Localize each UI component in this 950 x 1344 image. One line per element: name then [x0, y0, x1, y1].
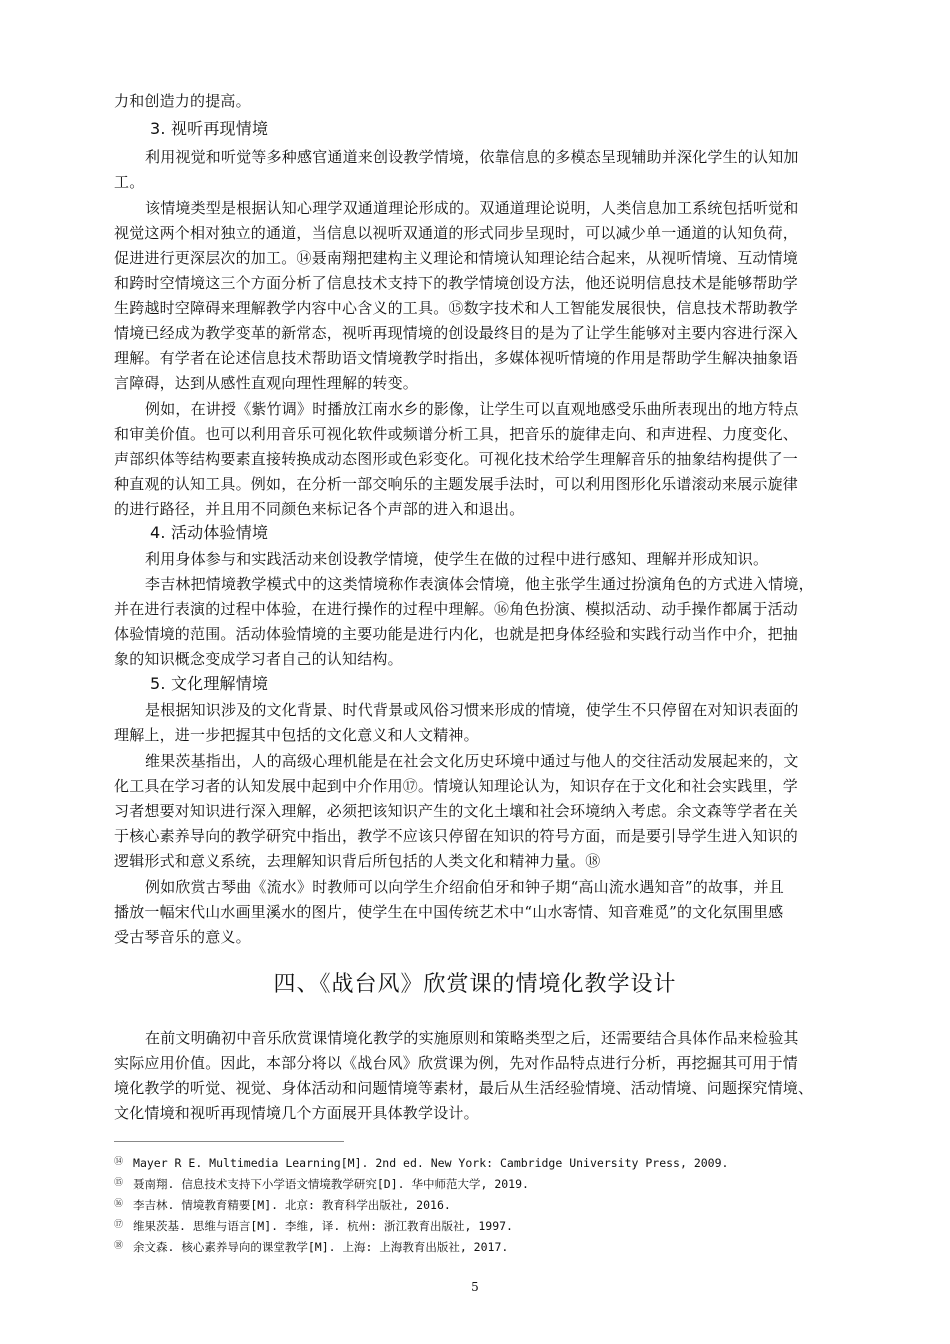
footnote-mark: ⑮	[114, 1178, 124, 1188]
paragraph-line: 种直观的认知工具。例如，在分析一部交响乐的主题发展手法时，可以利用图形化乐谱滚动来展示旋律	[114, 475, 799, 493]
paragraph-line: 逻辑形式和意义系统，去理解知识背后所包括的人类文化和精神力量。⑱	[114, 852, 601, 870]
paragraph-line: 在前文明确初中音乐欣赏课情境化教学的实施原则和策略类型之后，还需要结合具体作品来检验其	[145, 1029, 799, 1047]
paragraph-line: 境化教学的听觉、视觉、身体活动和问题情境等素材，最后从生活经验情境、活动情境、问题探究情境、	[114, 1079, 814, 1097]
paragraph-line: 实际应用价值。因此，本部分将以《战台风》欣赏课为例，先对作品特点进行分析，再挖掘其可用于情	[114, 1054, 799, 1072]
paragraph-line: 体验情境的范围。活动体验情境的主要功能是进行内化，也就是把身体经验和实践行动当作中介，把抽	[114, 625, 799, 643]
footnote	[114, 1238, 508, 1255]
paragraph-line: 是根据知识涉及的文化背景、时代背景或风俗习惯来形成的情境，使学生不只停留在对知识表面的	[145, 701, 799, 719]
footnote-divider	[114, 1141, 344, 1142]
paragraph-line: 声部织体等结构要素直接转换成动态图形或色彩变化。可视化技术给学生理解音乐的抽象结构提供了一	[114, 450, 799, 468]
paragraph-line: 化工具在学习者的认知发展中起到中介作用⑰。情境认知理论认为，知识存在于文化和社会实践里，学	[114, 777, 799, 795]
footnote-text: 聂南翔. 信息技术支持下小学语文情境教学研究[D]. 华中师范大学, 2019.	[133, 1177, 529, 1191]
footnote-mark: ⑯	[114, 1199, 124, 1209]
section-heading-culture: 5. 文化理解情境	[150, 674, 269, 693]
paragraph-line: 该情境类型是根据认知心理学双通道理论形成的。双通道理论说明，人类信息加工系统包括听觉和	[145, 199, 799, 217]
footnote	[114, 1154, 728, 1171]
paragraph-line: 力和创造力的提高。	[114, 92, 251, 110]
paragraph-line: 理解上，进一步把握其中包括的文化意义和人文精神。	[114, 726, 479, 744]
paragraph-line: 言障碍，达到从感性直观向理性理解的转变。	[114, 374, 419, 392]
footnote	[114, 1196, 451, 1213]
footnote-text: 维果茨基. 思维与语言[M]. 李维, 译. 杭州: 浙江教育出版社, 1997.	[133, 1219, 513, 1233]
paragraph-line: 生跨越时空障碍来理解教学内容中心含义的工具。⑮数字技术和人工智能发展很快，信息技术帮助教学	[114, 299, 799, 317]
paragraph-line: 的进行路径，并且用不同颜色来标记各个声部的进入和退出。	[114, 500, 525, 518]
paragraph-line: 理解。有学者在论述信息技术帮助语文情境教学时指出，多媒体视听情境的作用是帮助学生解决抽象语	[114, 349, 799, 367]
page-number: 5	[471, 1280, 479, 1294]
chapter-heading: 四、《战台风》欣赏课的情境化教学设计	[273, 972, 677, 997]
paragraph-line: 例如欣赏古琴曲《流水》时教师可以向学生介绍俞伯牙和钟子期“高山流水遇知音”的故事，并且	[145, 878, 784, 896]
paragraph-line: 利用身体参与和实践活动来创设教学情境，使学生在做的过程中进行感知、理解并形成知识。	[145, 550, 769, 568]
footnote-mark: ⑭	[114, 1157, 124, 1167]
paragraph-line: 和跨时空情境这三个方面分析了信息技术支持下的教学情境创设方法，他还说明信息技术是能够帮助学	[114, 274, 799, 292]
section-heading-audiovisual: 3. 视听再现情境	[150, 119, 269, 138]
footnote-mark: ⑰	[114, 1220, 124, 1230]
paragraph-line: 李吉林把情境教学模式中的这类情境称作表演体会情境，他主张学生通过扮演角色的方式进入情境，	[145, 575, 814, 593]
paragraph-line: 促进进行更深层次的加工。⑭聂南翔把建构主义理论和情境认知理论结合起来，从视听情境、互动情境	[114, 249, 799, 267]
paragraph-line: 象的知识概念变成学习者自己的认知结构。	[114, 650, 403, 668]
paragraph-line: 并在进行表演的过程中体验，在进行操作的过程中理解。⑯角色扮演、模拟活动、动手操作都属于活动	[114, 600, 799, 618]
footnote-mark: ⑱	[114, 1241, 124, 1251]
paragraph-line: 文化情境和视听再现情境几个方面展开具体教学设计。	[114, 1104, 479, 1122]
footnote-text: 李吉林. 情境教育精要[M]. 北京: 教育科学出版社, 2016.	[133, 1198, 451, 1212]
footnote-text: Mayer R E. Multimedia Learning[M]. 2nd ed. New York: Cambridge University Press, 2009.	[133, 1156, 729, 1170]
paragraph-line: 利用视觉和听觉等多种感官通道来创设教学情境，依靠信息的多模态呈现辅助并深化学生的认知加	[145, 148, 799, 166]
footnote-text: 余文森. 核心素养导向的课堂教学[M]. 上海: 上海教育出版社, 2017.	[133, 1240, 509, 1254]
paragraph-line: 例如，在讲授《紫竹调》时播放江南水乡的影像，让学生可以直观地感受乐曲所表现出的地方特点	[145, 400, 799, 418]
paragraph-line: 习者想要对知识进行深入理解，必须把该知识产生的文化土壤和社会环境纳入考虑。余文森等学者在关	[114, 802, 799, 820]
paragraph-line: 于核心素养导向的教学研究中指出，教学不应该只停留在知识的符号方面，而是要引导学生进入知识的	[114, 827, 799, 845]
paragraph-line: 工。	[114, 173, 145, 191]
footnote	[114, 1217, 513, 1234]
paragraph-line: 视觉这两个相对独立的通道，当信息以视听双通道的形式同步呈现时，可以减少单一通道的认知负荷，	[114, 224, 799, 242]
section-heading-activity: 4. 活动体验情境	[150, 523, 269, 542]
paragraph-line: 播放一幅宋代山水画里溪水的图片，使学生在中国传统艺术中“山水寄情、知音难觅”的文化氛围里感	[114, 903, 784, 921]
paragraph-line: 维果茨基指出，人的高级心理机能是在社会文化历史环境中通过与他人的交往活动发展起来的，文	[145, 752, 799, 770]
footnote	[114, 1175, 529, 1192]
paragraph-line: 受古琴音乐的意义。	[114, 928, 251, 946]
paragraph-line: 情境已经成为教学变革的新常态，视听再现情境的创设最终目的是为了让学生能够对主要内容进行深入	[114, 324, 799, 342]
paragraph-line: 和审美价值。也可以利用音乐可视化软件或频谱分析工具，把音乐的旋律走向、和声进程、力度变化、	[114, 425, 799, 443]
